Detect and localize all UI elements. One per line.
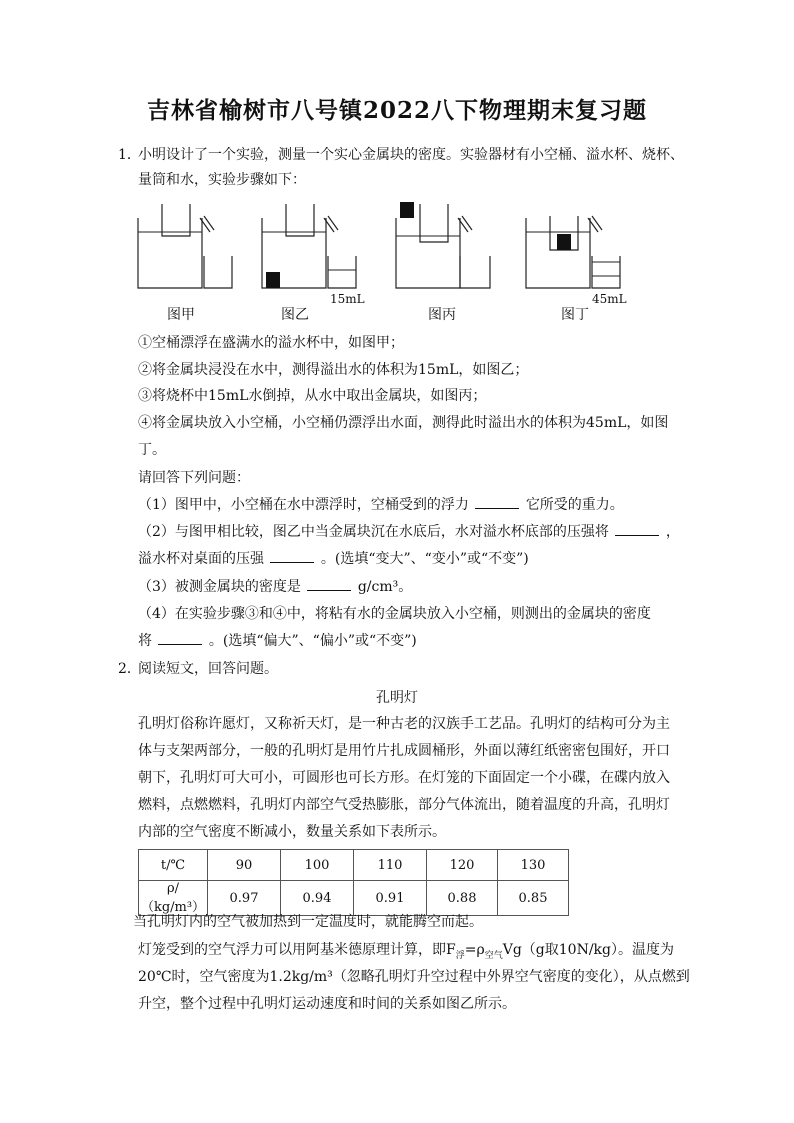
figure-a-overflow-cup [138,204,232,288]
sub-question-4-text: 将 [138,633,152,649]
answer-blank-3[interactable] [270,549,314,563]
sub-question-4-line-2 [138,631,417,651]
step-4-line-1: ④将金属块放入小空桶，小空桶仍漂浮出水面，测得此时溢出水的体积为45mL，如图 [138,415,669,431]
sub-question-3-text: （3）被测金属块的密度是 [138,579,301,595]
sub-question-4-options: 。(选填“偏大”、“偏小”或“不变”) [208,633,417,649]
table-row-temperature [139,850,569,881]
sub-question-2-text-2: 溢水杯对桌面的压强 [138,551,264,567]
step-1: ①空桶漂浮在盛满水的溢水杯中，如图甲； [138,335,404,351]
answer-blank-1[interactable] [475,495,519,509]
step-2: ②将金属块浸没在水中，测得溢出水的体积为15mL，如图乙； [138,362,529,378]
table-header-temperature: t/℃ [139,850,208,881]
figure-b-volume-label: 15mL [330,292,365,306]
figure-d-volume-label: 45mL [592,292,627,306]
figure-d-caption: 图丁 [561,307,589,323]
passage2-line-3: 升空，整个过程中孔明灯运动速度和时间的关系如图乙所示。 [138,996,516,1012]
passage-line-4: 燃料，点燃燃料，孔明灯内部空气受热膨胀，部分气体流出，随着温度的升高，孔明灯 [138,797,670,813]
answer-blank-2[interactable] [615,522,659,536]
table-cell: 90 [208,850,281,881]
question-1-intro-line-1: 小明设计了一个实验，测量一个实心金属块的密度。实验器材有小空桶、溢水杯、烧杯、 [138,147,684,163]
table-cell: 100 [281,850,354,881]
table-cell: 0.97 [208,881,281,916]
subscript-buoyancy: 浮 [455,950,465,961]
passage-line-5: 内部的空气密度不断减小，数量关系如下表所示。 [138,824,446,840]
question-2-number: 2． [118,661,141,677]
figure-d-overflow-cup [526,216,620,288]
step-4-line-2: 丁。 [138,442,166,458]
sub-question-3 [138,577,412,597]
passage-heading: 孔明灯 [376,690,418,706]
table-row-density [139,881,569,916]
question-1-number: 1． [118,147,141,163]
passage2-text-b: =ρ [464,942,485,958]
passage-line-3: 朝下，孔明灯可大可小，可圆形也可长方形。在灯笼的下面固定一个小碟，在碟内放入 [138,770,670,786]
sub-question-2-text: （2）与图甲相比较，图乙中当金属块沉在水底后，水对溢水杯底部的压强将 [138,524,609,540]
sub-question-2-line-2 [138,549,529,569]
sub-question-1 [138,495,624,515]
passage2-line-1 [138,940,674,966]
page-title: 吉林省榆树市八号镇2022八下物理期末复习题 [146,97,647,124]
sub-question-4-line-1: （4）在实验步骤③和④中，将粘有水的金属块放入小空桶，则测出的金属块的密度 [138,606,651,622]
sub-question-2-line-1 [138,522,680,542]
sub-question-1-text: （1）图甲中，小空桶在水中漂浮时，空桶受到的浮力 [138,497,469,513]
figure-c-metal-block [400,202,414,218]
table-header-density: ρ/（kg/m³） [139,881,208,916]
passage-line-2: 体与支架两部分，一般的孔明灯是用竹片扎成圆桶形，外面以薄红纸密密包围好，开口 [138,743,670,759]
sub-question-2-comma: ， [665,524,680,540]
subscript-air: 空气 [484,950,503,961]
answer-blank-5[interactable] [158,631,202,645]
figure-b-metal-block [266,272,280,288]
answer-blank-4[interactable] [307,577,351,591]
question-prompt: 请回答下列问题： [138,470,250,486]
table-cell: 120 [427,850,498,881]
question-2-intro: 阅读短文，回答问题。 [138,661,278,677]
after-table-text: 当孔明灯内的空气被加热到一定温度时，就能腾空而起。 [133,914,483,930]
table-cell: 0.91 [354,881,427,916]
passage2-text-a: 灯笼受到的空气浮力可以用阿基米德原理计算，即F [138,942,456,958]
table-cell: 110 [354,850,427,881]
density-table [138,849,569,916]
figure-d-metal-block [557,234,571,250]
passage2-text-c: Vg（g取10N/kg）。温度为 [502,942,674,958]
sub-question-3-unit: g/cm³。 [357,579,413,595]
figure-c-caption: 图丙 [428,307,456,323]
table-cell: 0.94 [281,881,354,916]
figure-b-caption: 图乙 [281,307,309,323]
passage2-line-2: 20℃时，空气密度为1.2kg/m³（忽略孔明灯升空过程中外界空气密度的变化），从点燃到 [138,969,690,985]
sub-question-2-options: 。(选填“变大”、“变小”或“不变”) [320,551,529,567]
question-1-intro-line-2: 量筒和水，实验步骤如下： [138,172,306,188]
sub-question-1-text-end: 它所受的重力。 [525,497,624,513]
figure-a-caption: 图甲 [167,307,195,323]
passage-line-1: 孔明灯俗称许愿灯，又称祈天灯，是一种古老的汉族手工艺品。孔明灯的结构可分为主 [138,716,670,732]
table-cell: 0.85 [498,881,569,916]
table-cell: 0.88 [427,881,498,916]
step-3: ③将烧杯中15mL水倒掉，从水中取出金属块，如图丙； [138,388,487,404]
table-cell: 130 [498,850,569,881]
experiment-figure [130,196,650,308]
